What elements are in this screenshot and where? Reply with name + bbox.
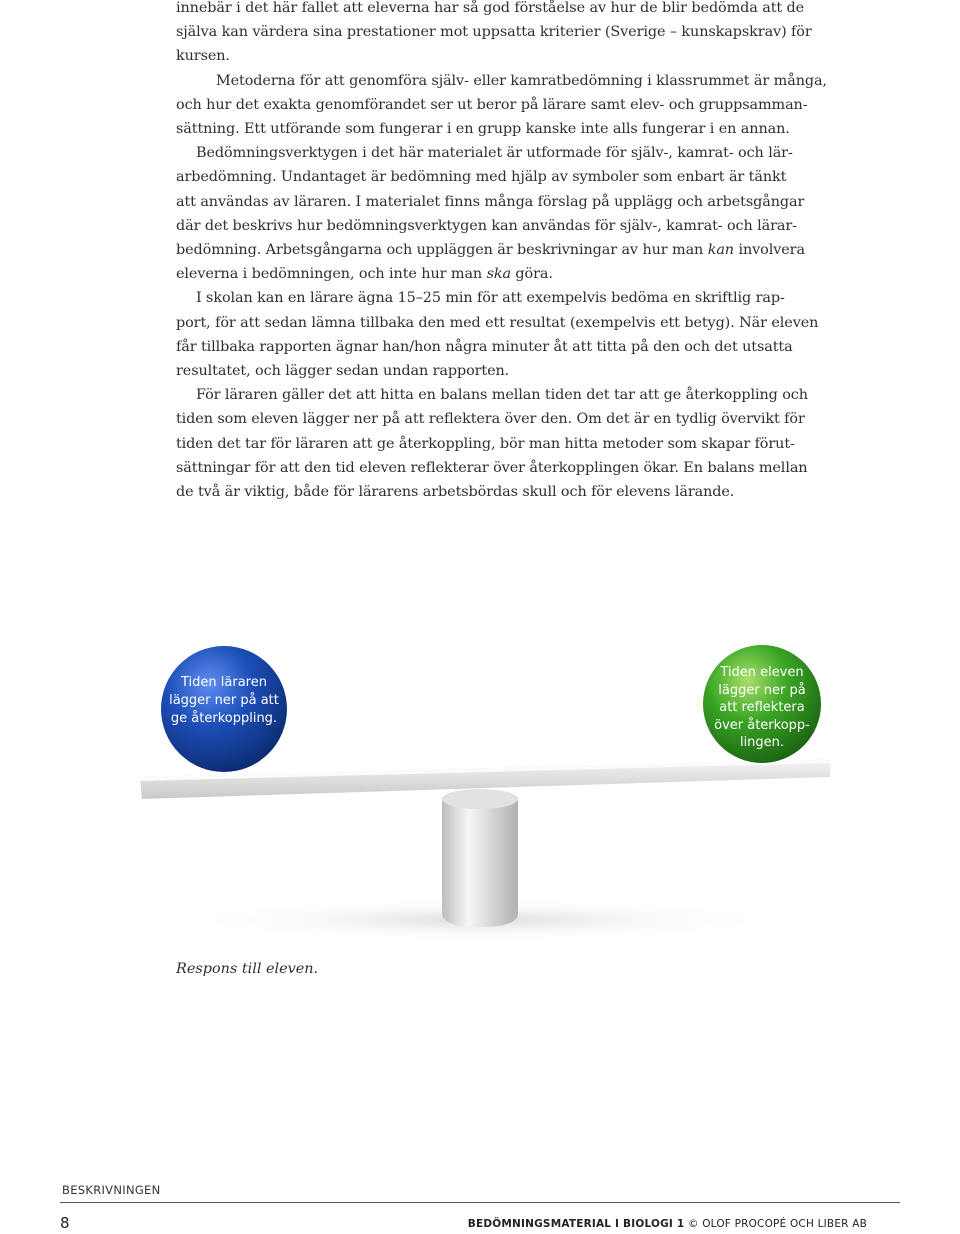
label-line: ge återkoppling. <box>170 711 278 726</box>
text-line: arbedömning. Undantaget är bedömning med hjälp av symboler som enbart är tänkt <box>176 169 787 186</box>
text-run: eleverna i bedömningen, och inte hur man <box>176 266 487 283</box>
text-run: involvera <box>733 242 805 259</box>
text-line <box>176 262 788 286</box>
emphasis: kan <box>707 242 734 259</box>
body-text <box>176 0 827 504</box>
paragraph <box>176 286 819 383</box>
paragraph <box>176 141 805 286</box>
text-line: får tillbaka rapporten ägnar han/hon några minuter åt att titta på den och det utsatta <box>176 338 793 355</box>
text-line: och hur det exakta genomförandet ser ut beror på lärare samt elev- och gruppsamman- <box>176 96 808 113</box>
publisher: OLOF PROCOPÉ OCH LIBER AB <box>702 1218 867 1230</box>
text-line: I skolan kan en lärare ägna 15–25 min för att exempelvis bedöma en skriftlig rap- <box>196 290 785 307</box>
text-run: göra. <box>510 266 553 283</box>
paragraph <box>176 69 827 142</box>
text-line: sättning. Ett utförande som fungerar i en grupp kanske inte alls fungerar i en annan. <box>176 121 790 138</box>
text-line <box>176 238 805 262</box>
footer-divider <box>60 1202 900 1203</box>
text-line: tiden som eleven lägger ner på att reflektera över den. Om det är en tydlig övervikt för <box>176 411 805 428</box>
text-line: kursen. <box>176 48 230 65</box>
text-line: port, för att sedan lämna tillbaka den med ett resultat (exempelvis ett betyg). När eleven <box>176 314 819 331</box>
label-line: lingen. <box>739 735 785 750</box>
fulcrum-top <box>442 789 518 809</box>
label-line: lägger ner på att <box>169 693 279 708</box>
text-line: sättningar för att den tid eleven reflekterar över återkopplingen ökar. En balans mellan <box>176 459 808 476</box>
label-line: Tiden läraren <box>181 675 267 690</box>
paragraph <box>176 383 808 504</box>
text-line: de två är viktig, både för lärarens arbetsbördas skull och för elevens lärande. <box>176 484 735 501</box>
label-line: Tiden eleven <box>720 665 804 680</box>
seesaw-illustration <box>140 615 830 945</box>
footer-section-label: BESKRIVNINGEN <box>62 1183 161 1197</box>
left-ball-label <box>158 674 290 728</box>
text-line: Metoderna för att genomföra själv- eller kamratbedömning i klassrummet är många, <box>216 72 827 89</box>
right-ball-label <box>702 664 822 752</box>
text-line: resultatet, och lägger sedan undan rapporten. <box>176 363 510 380</box>
text-line: innebär i det här fallet att eleverna har så god förståelse av hur de blir bedömda att de <box>176 0 805 16</box>
footer-credit <box>468 1218 867 1230</box>
fulcrum <box>442 797 518 927</box>
label-line: över återkopp- <box>714 717 810 733</box>
text-line: där det beskrivs hur bedömningsverktygen kan användas för själv-, kamrat- och lärar- <box>176 217 797 234</box>
emphasis: ska <box>486 266 511 283</box>
copyright-icon: © <box>687 1218 699 1230</box>
text-line: tiden det tar för läraren att ge återkoppling, bör man hitta metoder som skapar förut- <box>176 435 795 452</box>
text-run: bedömning. Arbetsgångarna och uppläggen är beskrivningar av hur man <box>176 242 708 259</box>
figure-caption: Respons till eleven. <box>176 961 319 977</box>
label-line: lägger ner på <box>718 682 806 698</box>
book-title: BEDÖMNINGSMATERIAL I BIOLOGI 1 <box>467 1218 685 1230</box>
text-line: För läraren gäller det att hitta en balans mellan tiden det tar att ge återkoppling och <box>196 387 808 404</box>
text-line: Bedömningsverktygen i det här materialet är utformade för själv-, kamrat- och lär- <box>196 145 793 162</box>
text-line: själva kan värdera sina prestationer mot uppsatta kriterier (Sverige – kunskapskrav) för <box>176 24 812 41</box>
text-line: att användas av läraren. I materialet finns många förslag på upplägg och arbetsgångar <box>176 193 805 210</box>
page-number: 8 <box>60 1214 70 1232</box>
paragraph <box>176 0 812 69</box>
label-line: att reflektera <box>719 700 805 715</box>
